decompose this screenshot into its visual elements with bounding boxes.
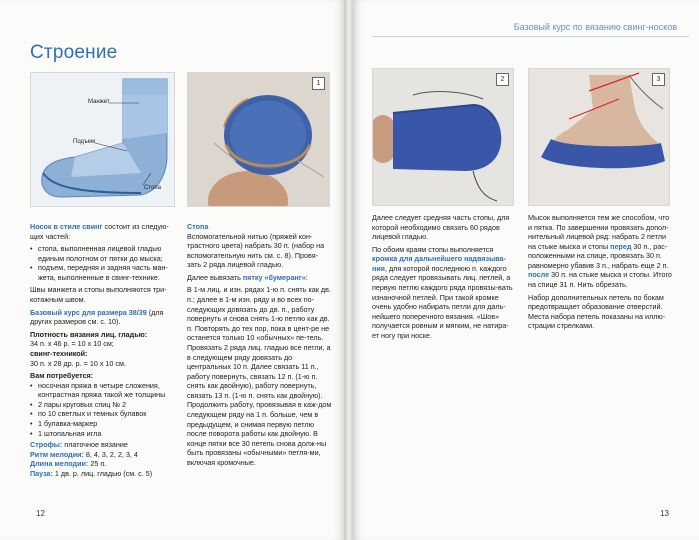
left-column-1 <box>30 222 178 478</box>
length-label: Длина мелодии: <box>30 459 89 469</box>
materials-heading: Вам потребуется: <box>30 371 94 381</box>
density-value: 34 п. х 46 р. = 10 х 10 см; <box>30 339 114 349</box>
foot-photo-illustration <box>373 69 514 206</box>
pause-line <box>30 469 178 479</box>
toe-after-term: после <box>528 270 550 280</box>
left-page <box>0 0 346 540</box>
heel-intro-suffix: : <box>305 272 308 282</box>
list-item: • 1 штопальная игла <box>30 429 178 439</box>
toe-before-term: перед <box>610 241 632 251</box>
running-head-rule <box>372 36 689 37</box>
toe-text-a: Мысок выполняется тем же способом, что и пятка. По завершении провязать допол-нительный лицевой ряд: набрать 2 петли на стыке мыска и стопы <box>528 213 670 251</box>
seams-note: Швы манжета и стопы выполняются три-котажным швом. <box>30 285 167 305</box>
foot-heading: Стопа <box>187 222 209 231</box>
swing-heading: свинг-техникой: <box>30 348 88 358</box>
right-column-2 <box>528 213 673 334</box>
toe-text-b: 30 п., рас-положенными на спице, провязать 30 п. равномерно убавив 3 п., набрать еще 2 п. <box>528 241 669 270</box>
pause-label: Пауза: <box>30 468 53 478</box>
selvedge-text: , для которой последнюю п. каждого ряда следует провязывать лиц. петлей, а первую петлю каждого ряда провязы-вать изнаночной петлей. При такой кромке очень удобно набирать петли для даль-нейшего поперечного вязания. «Шов» получается ровным и мягким, не натира-ет ногу при носке. <box>372 263 513 340</box>
right-page <box>352 0 699 540</box>
foot-label: Стопа <box>144 185 161 191</box>
selvedge-prefix: По обоим краям стопы выполняется <box>372 244 494 254</box>
photo-sole-on-foot <box>528 68 670 206</box>
list-item: • по 10 светлых и темных булавок <box>30 409 178 419</box>
toe-paragraph <box>528 213 673 290</box>
page-number-left: 12 <box>36 509 45 519</box>
rhythm-label: Ритм мелодии: <box>30 449 84 459</box>
heel-boomerang-term: пятку «бумеранг» <box>242 272 306 282</box>
course-text: (для других размеров см. с. 10). <box>30 307 164 327</box>
course-paragraph <box>30 308 178 327</box>
running-head: Базовый курс по вязанию свинг-носков <box>513 22 677 32</box>
extra-stitches-paragraph: Набор дополнительных петель по бокам предотвращает образование отверстий. Места набора петель показаны на иллю-страции стрелками. <box>528 292 666 331</box>
photo-heel-knitting <box>187 72 330 207</box>
strophes-line <box>30 440 178 450</box>
photo-knitted-foot <box>372 68 514 206</box>
parts-list <box>30 244 178 282</box>
list-item: • стопа, выполненная лицевой гладью единым полотном от пятки до мыска; <box>30 244 178 263</box>
strophes-label: Строфы: <box>30 440 63 450</box>
intro-paragraph <box>30 222 178 241</box>
swing-value: 30 п. х 28 др. р. = 10 х 10 см. <box>30 358 126 368</box>
right-column-1 <box>372 213 514 344</box>
rhythm-value: 8, 4, 3, 2, 2, 3, 4 <box>83 449 138 459</box>
heel-photo-illustration <box>188 73 330 207</box>
heel-intro-prefix: Далее вывязать <box>187 272 243 282</box>
list-item: • 1 булавка-маркер <box>30 419 178 429</box>
sole-photo-illustration <box>529 69 670 206</box>
cuff-label: Манжет <box>88 99 110 105</box>
length-line <box>30 459 178 469</box>
density-heading: Плотность вязания лиц. гладью: <box>30 329 148 339</box>
list-item: • 2 пары круговых спиц № 2 <box>30 400 178 410</box>
middle-part-paragraph: Далее следует средняя часть стопы, для которой необходимо связать 60 рядов лицевой гладью. <box>372 213 510 242</box>
foot-paragraph-1: Вспомогательной нитью (пряжей кон-трастного цвета) набрать 30 п. (набор на вспомогательную нить см. с. 8). Провя-зать 2 ряда лицевой гладью. <box>187 231 325 270</box>
left-column-2 <box>187 222 332 470</box>
heel-intro <box>187 273 332 283</box>
length-value: 25 п. <box>88 459 107 469</box>
list-item: • подъем, передняя и задняя часть ман-жета, выполненные в свинг-технике. <box>30 263 178 282</box>
strophes-value: платочное вязание <box>62 440 128 450</box>
course-heading: Базовый курс для размера 38/39 <box>30 307 147 317</box>
toe-text-c: 30 п. на стыке мыска и стопы. Итого на спице 31 п. Нить обрезать. <box>528 270 672 290</box>
instep-label: Подъем <box>73 139 96 145</box>
page-title: Строение <box>30 42 118 63</box>
rhythm-line <box>30 450 178 460</box>
page-number-right: 13 <box>660 509 669 519</box>
intro-heading: Носок в стиле свинг <box>30 222 103 231</box>
figure-number-3: 3 <box>652 73 665 86</box>
materials-list <box>30 381 178 438</box>
intro-text: состоит из следую-щих частей: <box>30 222 169 241</box>
sock-structure-diagram <box>30 72 175 207</box>
list-item: • носочная пряжа в четыре сложения, контрастная пряжа такой же толщины <box>30 381 178 400</box>
pause-value: 1 дв. р. лиц. гладью (см. с. 5) <box>52 468 153 478</box>
figure-number-2: 2 <box>496 73 509 86</box>
selvedge-term: кромка для дальнейшего надвязыва-ния <box>372 254 506 273</box>
heel-instructions: В 1-м лиц. и изн. рядах 1-ю п. снять как дв. п.; далее в 1-м изн. ряду и во всех по-следующих довязать до дв. п., работу повернуть и снова снять 1-ю петлю как дв. п. Повторять до тех пор, пока в цент-ре не останется только 10 «обычных» пе-тель. Провязать 2 ряда лиц. гладью все петли, а в следующем ряду довязать до центральных 10 п. Далее связать 11 п., работу повернуть, связать 12 п. (1-ю п. снять как двойную), работу повернуть, связать 13 п. (1-ю п. снять как двойную). Продолжить работу, провязывая в каж-дом следующем ряду на 1 п. больше, чем в предыдущем, и снимая первую петлю после поворота работы как двойную. В конце пятки все 30 петель снова долж-ны быть провязаны «обычными» петля-ми, включая кромочные. <box>187 285 332 467</box>
figure-number-1: 1 <box>312 77 325 90</box>
selvedge-paragraph <box>372 245 514 341</box>
